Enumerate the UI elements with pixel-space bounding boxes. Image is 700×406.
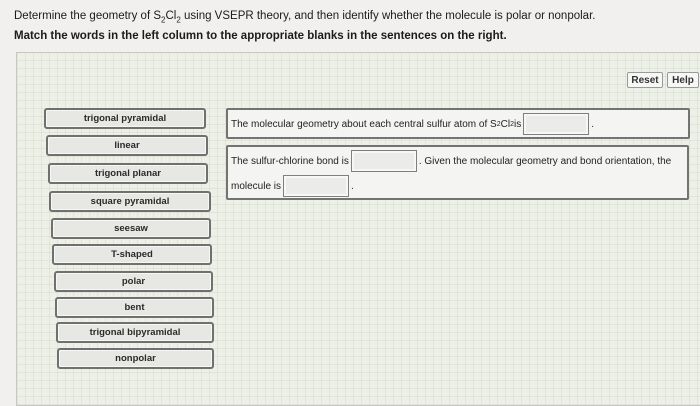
word-chip-square-pyramidal[interactable]: square pyramidal: [49, 191, 211, 212]
bond-polarity-blank[interactable]: [351, 150, 417, 172]
sentence-2-line-1: The sulfur-chlorine bond is . Given the molecular geometry and bond orientation, the: [231, 149, 671, 173]
sentence-2-line-2: molecule is .: [231, 174, 354, 198]
word-chip-trigonal-bipyramidal[interactable]: trigonal bipyramidal: [56, 322, 214, 343]
word-chip-t-shaped[interactable]: T-shaped: [52, 244, 212, 265]
molecule-polarity-blank[interactable]: [283, 175, 349, 197]
word-chip-nonpolar[interactable]: nonpolar: [57, 348, 214, 369]
sentence-2-box: [226, 145, 689, 200]
word-chip-seesaw[interactable]: seesaw: [51, 218, 211, 239]
instruction-text: Match the words in the left column to the appropriate blanks in the sentences on the right.: [14, 30, 507, 42]
sentence-1-line: The molecular geometry about each central sulfur atom of S 2 Cl 2 is .: [231, 112, 594, 136]
word-chip-trigonal-planar[interactable]: trigonal planar: [48, 163, 208, 184]
help-button[interactable]: Help: [667, 72, 699, 88]
reset-button[interactable]: Reset: [627, 72, 663, 88]
word-chip-linear[interactable]: linear: [46, 135, 208, 156]
word-chip-polar[interactable]: polar: [54, 271, 213, 292]
question-prompt: Determine the geometry of $S_2Cl_2$ using VSEPR theory, and then identify whether the molecule is polar or nonpolar.: [14, 10, 596, 25]
word-chip-trigonal-pyramidal[interactable]: trigonal pyramidal: [44, 108, 206, 129]
sentence-1-box: [226, 108, 690, 139]
geometry-answer-blank[interactable]: [523, 113, 589, 135]
word-chip-bent[interactable]: bent: [55, 297, 214, 318]
